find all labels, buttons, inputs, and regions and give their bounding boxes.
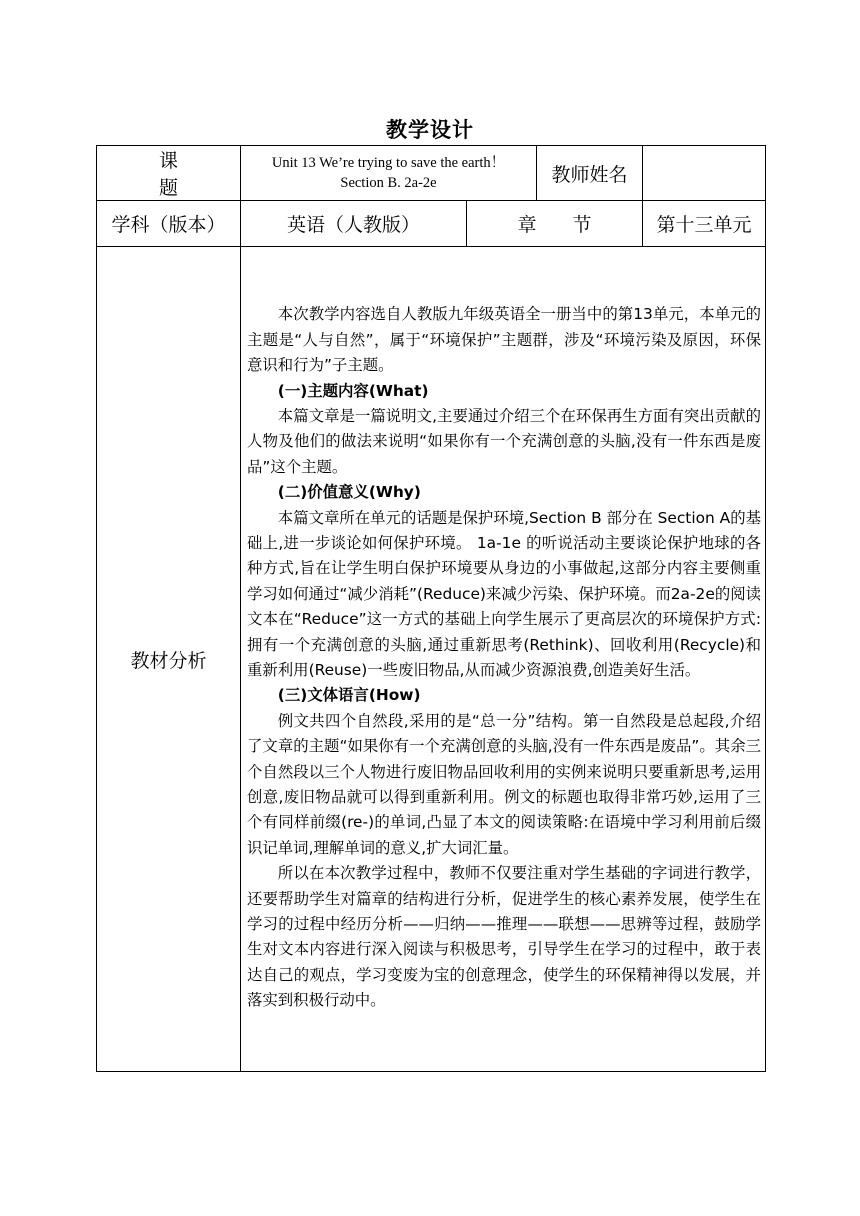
analysis-paragraph: 本篇文章是一篇说明文,主要通过介绍三个在环保再生方面有突出贡献的人物及他们的做法来说明“如果你有一个充满创意的头脑,没有一件东西是废品”这个主题。	[247, 406, 762, 476]
topic-unit-line: Unit 13 We’re trying to save the earth！	[271, 155, 506, 171]
analysis-paragraph: 所以在本次教学过程中，教师不仅要注重对学生基础的字词进行教学，还要帮助学生对篇章的结构进行分析，促进学生的核心素养发展，使学生在学习的过程中经历分析——归纳——推理——联想——思辨等过程，鼓励学生对文本内容进行深入阅读与积极思考，引导学生在学习的过程中，敢于表达自己的观点，学习变废为宝的创意理念，使学生的环保精神得以发展，并落实到积极行动中。	[247, 864, 762, 1010]
analysis-paragraph: 本次教学内容选自人教版九年级英语全一册当中的第13单元，本单元的主题是“人与自然”，属于“环境保护”主题群，涉及“环境污染及原因，环保意识和行为”子主题。	[247, 305, 762, 375]
document-title: 教学设计	[386, 118, 474, 142]
section-heading-why: (二)价值意义(Why)	[277, 483, 421, 502]
analysis-content	[241, 247, 766, 1072]
teacher-name-label: 教师姓名	[537, 146, 643, 201]
topic-label: 课题	[97, 146, 241, 201]
subject-label: 学科（版本）	[97, 201, 241, 247]
analysis-row	[97, 247, 766, 1072]
subject-value: 英语（人教版）	[241, 201, 467, 247]
chapter-value: 第十三单元	[643, 201, 766, 247]
topic-value	[241, 146, 537, 201]
section-heading-what: (一)主题内容(What)	[277, 381, 429, 400]
subject-row	[97, 201, 766, 247]
topic-section-line: Section B. 2a-2e	[340, 175, 437, 191]
teacher-name-value	[643, 146, 766, 201]
analysis-label: 教材分析	[97, 247, 241, 1072]
analysis-paragraph: 例文共四个自然段,采用的是“总一分”结构。第一自然段是总起段,介绍了文章的主题“如果你有一个充满创意的头脑,没有一件东西是废品”。其余三个自然段以三个人物进行废旧物品回收利用的实例来说明只要重新思考,运用创意,废旧物品就可以得到重新利用。例文的标题也取得非常巧妙,运用了三个有同样前缀(re-)的单词,凸显了本文的阅读策略:在语境中学习利用前后缀识记单词,理解单词的意义,扩大词汇量。	[247, 711, 762, 857]
lesson-design-table	[96, 145, 766, 1072]
analysis-paragraph: 本篇文章所在单元的话题是保护环境,Section B 部分在 Section A的基础上,进一步谈论如何保护环境。 1a-1e 的听说活动主要谈论保护地球的各种方式,旨在让学生明白保护环境要从身边的小事做起,这部分内容主要侧重学习如何通过“减少消耗”(Reduce)来减少污染、保护环境。而2a-2e的阅读文本在“Reduce”这一方式的基础上向学生展示了更高层次的环境保护方式:拥有一个充满创意的头脑,通过重新思考(Rethink)、回收利用(Recycle)和重新利用(Reuse)一些废旧物品,从而减少资源浪费,创造美好生活。	[247, 508, 762, 679]
chapter-label: 章节	[467, 201, 643, 247]
topic-row	[97, 146, 766, 201]
section-heading-how: (三)文体语言(How)	[277, 686, 421, 705]
